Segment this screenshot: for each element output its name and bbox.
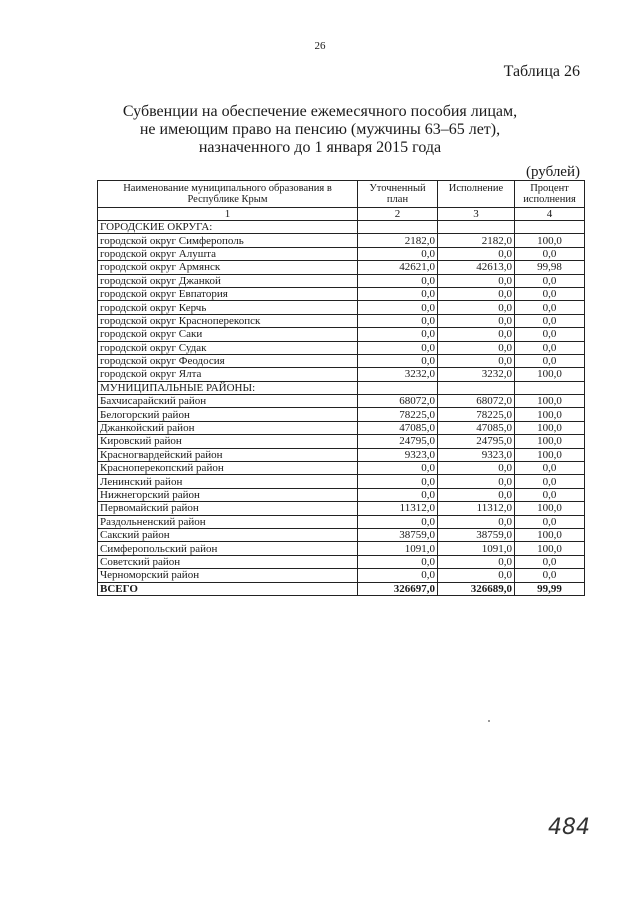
table-row xyxy=(98,569,585,582)
table-row xyxy=(98,408,585,421)
row-percent: 100,0 xyxy=(515,408,585,421)
empty-cell xyxy=(515,381,585,394)
table-row xyxy=(98,247,585,260)
row-plan: 0,0 xyxy=(358,301,438,314)
row-plan: 2182,0 xyxy=(358,234,438,247)
row-name: Джанкойский район xyxy=(98,421,358,434)
row-plan: 0,0 xyxy=(358,247,438,260)
row-percent: 0,0 xyxy=(515,555,585,568)
row-exec: 68072,0 xyxy=(438,395,515,408)
row-name: городской округ Феодосия xyxy=(98,354,358,367)
row-exec: 0,0 xyxy=(438,287,515,300)
row-percent: 99,99 xyxy=(515,582,585,595)
row-exec: 0,0 xyxy=(438,462,515,475)
row-plan: 11312,0 xyxy=(358,502,438,515)
row-exec: 0,0 xyxy=(438,354,515,367)
section-title: ГОРОДСКИЕ ОКРУГА: xyxy=(98,221,358,234)
row-percent: 99,98 xyxy=(515,261,585,274)
column-number: 4 xyxy=(515,208,585,221)
row-name: Бахчисарайский район xyxy=(98,395,358,408)
column-number: 1 xyxy=(98,208,358,221)
row-percent: 100,0 xyxy=(515,435,585,448)
row-name: Ленинский район xyxy=(98,475,358,488)
title-line: Субвенции на обеспечение ежемесячного пособия лицам, xyxy=(122,103,518,120)
table-row xyxy=(98,421,585,434)
row-plan: 9323,0 xyxy=(358,448,438,461)
row-exec: 0,0 xyxy=(438,555,515,568)
row-exec: 0,0 xyxy=(438,247,515,260)
row-exec: 0,0 xyxy=(438,314,515,327)
row-percent: 100,0 xyxy=(515,421,585,434)
table-body xyxy=(98,221,585,596)
row-name: городской округ Керчь xyxy=(98,301,358,314)
row-name: Белогорский район xyxy=(98,408,358,421)
table-row xyxy=(98,301,585,314)
column-number: 2 xyxy=(358,208,438,221)
row-plan: 1091,0 xyxy=(358,542,438,555)
row-exec: 78225,0 xyxy=(438,408,515,421)
row-exec: 3232,0 xyxy=(438,368,515,381)
row-percent: 100,0 xyxy=(515,395,585,408)
row-name: ВСЕГО xyxy=(98,582,358,595)
row-exec: 11312,0 xyxy=(438,502,515,515)
table-row xyxy=(98,287,585,300)
row-plan: 0,0 xyxy=(358,488,438,501)
table-row xyxy=(98,502,585,515)
row-exec: 1091,0 xyxy=(438,542,515,555)
table-row xyxy=(98,314,585,327)
table-row xyxy=(98,341,585,354)
header-exec: Исполнение xyxy=(438,181,515,208)
row-plan: 78225,0 xyxy=(358,408,438,421)
column-number: 3 xyxy=(438,208,515,221)
row-exec: 42613,0 xyxy=(438,261,515,274)
row-name: городской округ Симферополь xyxy=(98,234,358,247)
row-percent: 100,0 xyxy=(515,368,585,381)
row-plan: 0,0 xyxy=(358,328,438,341)
table-row xyxy=(98,488,585,501)
row-name: Первомайский район xyxy=(98,502,358,515)
row-exec: 0,0 xyxy=(438,341,515,354)
row-percent: 0,0 xyxy=(515,354,585,367)
table-label: Таблица 26 xyxy=(503,63,580,80)
row-percent: 0,0 xyxy=(515,247,585,260)
row-exec: 0,0 xyxy=(438,488,515,501)
row-name: городской округ Алушта xyxy=(98,247,358,260)
row-exec: 9323,0 xyxy=(438,448,515,461)
row-exec: 0,0 xyxy=(438,515,515,528)
row-name: городской округ Джанкой xyxy=(98,274,358,287)
row-percent: 0,0 xyxy=(515,488,585,501)
empty-cell xyxy=(515,221,585,234)
column-number-row xyxy=(98,208,585,221)
empty-cell xyxy=(358,221,438,234)
row-plan: 38759,0 xyxy=(358,528,438,541)
row-plan: 0,0 xyxy=(358,462,438,475)
table-row xyxy=(98,354,585,367)
scan-artifact xyxy=(488,720,490,722)
row-percent: 100,0 xyxy=(515,528,585,541)
row-name: Симферопольский район xyxy=(98,542,358,555)
row-name: городской округ Судак xyxy=(98,341,358,354)
row-exec: 38759,0 xyxy=(438,528,515,541)
page-number: 26 xyxy=(314,40,326,52)
row-plan: 0,0 xyxy=(358,274,438,287)
row-percent: 100,0 xyxy=(515,542,585,555)
row-plan: 42621,0 xyxy=(358,261,438,274)
table-row xyxy=(98,395,585,408)
row-plan: 0,0 xyxy=(358,354,438,367)
title-line: назначенного до 1 января 2015 года xyxy=(198,139,442,156)
empty-cell xyxy=(438,381,515,394)
row-name: Сакский район xyxy=(98,528,358,541)
table-row xyxy=(98,435,585,448)
row-plan: 0,0 xyxy=(358,341,438,354)
row-name: городской округ Саки xyxy=(98,328,358,341)
row-percent: 0,0 xyxy=(515,569,585,582)
row-exec: 2182,0 xyxy=(438,234,515,247)
table-row xyxy=(98,328,585,341)
row-plan: 0,0 xyxy=(358,515,438,528)
section-header-row xyxy=(98,221,585,234)
row-plan: 68072,0 xyxy=(358,395,438,408)
row-plan: 0,0 xyxy=(358,555,438,568)
table-row xyxy=(98,528,585,541)
table-row xyxy=(98,368,585,381)
row-exec: 0,0 xyxy=(438,475,515,488)
row-plan: 47085,0 xyxy=(358,421,438,434)
row-plan: 0,0 xyxy=(358,287,438,300)
row-exec: 24795,0 xyxy=(438,435,515,448)
row-name: городской округ Армянск xyxy=(98,261,358,274)
row-plan: 3232,0 xyxy=(358,368,438,381)
row-name: городской округ Красноперекопск xyxy=(98,314,358,327)
row-name: Кировский район xyxy=(98,435,358,448)
row-plan: 0,0 xyxy=(358,314,438,327)
document-title xyxy=(90,103,550,157)
row-name: Раздольненский район xyxy=(98,515,358,528)
table-row xyxy=(98,515,585,528)
table-row xyxy=(98,555,585,568)
table-row xyxy=(98,234,585,247)
table-row xyxy=(98,448,585,461)
row-percent: 0,0 xyxy=(515,515,585,528)
header-row xyxy=(98,181,585,208)
total-row xyxy=(98,582,585,595)
row-percent: 0,0 xyxy=(515,328,585,341)
row-percent: 0,0 xyxy=(515,274,585,287)
row-plan: 326697,0 xyxy=(358,582,438,595)
table-row xyxy=(98,475,585,488)
empty-cell xyxy=(438,221,515,234)
header-name: Наименование муниципального образования в Республике Крым xyxy=(98,181,358,208)
row-percent: 0,0 xyxy=(515,301,585,314)
row-name: Красногвардейский район xyxy=(98,448,358,461)
row-name: городской округ Ялта xyxy=(98,368,358,381)
row-percent: 100,0 xyxy=(515,234,585,247)
row-percent: 100,0 xyxy=(515,502,585,515)
row-exec: 0,0 xyxy=(438,301,515,314)
table-row xyxy=(98,274,585,287)
row-name: Советский район xyxy=(98,555,358,568)
row-percent: 100,0 xyxy=(515,448,585,461)
row-name: Черноморский район xyxy=(98,569,358,582)
section-title: МУНИЦИПАЛЬНЫЕ РАЙОНЫ: xyxy=(98,381,358,394)
title-line: не имеющим право на пенсию (мужчины 63–65 лет), xyxy=(139,121,501,138)
row-exec: 0,0 xyxy=(438,328,515,341)
row-percent: 0,0 xyxy=(515,314,585,327)
row-plan: 0,0 xyxy=(358,475,438,488)
header-plan: Уточненный план xyxy=(358,181,438,208)
row-name: городской округ Евпатория xyxy=(98,287,358,300)
row-exec: 0,0 xyxy=(438,569,515,582)
handwritten-page-note: 484 xyxy=(548,815,590,840)
row-name: Красноперекопский район xyxy=(98,462,358,475)
table-row xyxy=(98,462,585,475)
units-label: (рублей) xyxy=(525,164,580,180)
table-row xyxy=(98,261,585,274)
row-percent: 0,0 xyxy=(515,341,585,354)
empty-cell xyxy=(358,381,438,394)
row-name: Нижнегорский район xyxy=(98,488,358,501)
table-row xyxy=(98,542,585,555)
row-plan: 24795,0 xyxy=(358,435,438,448)
row-exec: 47085,0 xyxy=(438,421,515,434)
row-percent: 0,0 xyxy=(515,287,585,300)
row-exec: 0,0 xyxy=(438,274,515,287)
row-percent: 0,0 xyxy=(515,462,585,475)
row-plan: 0,0 xyxy=(358,569,438,582)
row-percent: 0,0 xyxy=(515,475,585,488)
header-percent: Процент исполнения xyxy=(515,181,585,208)
row-exec: 326689,0 xyxy=(438,582,515,595)
section-header-row xyxy=(98,381,585,394)
subsidy-table xyxy=(97,180,585,596)
